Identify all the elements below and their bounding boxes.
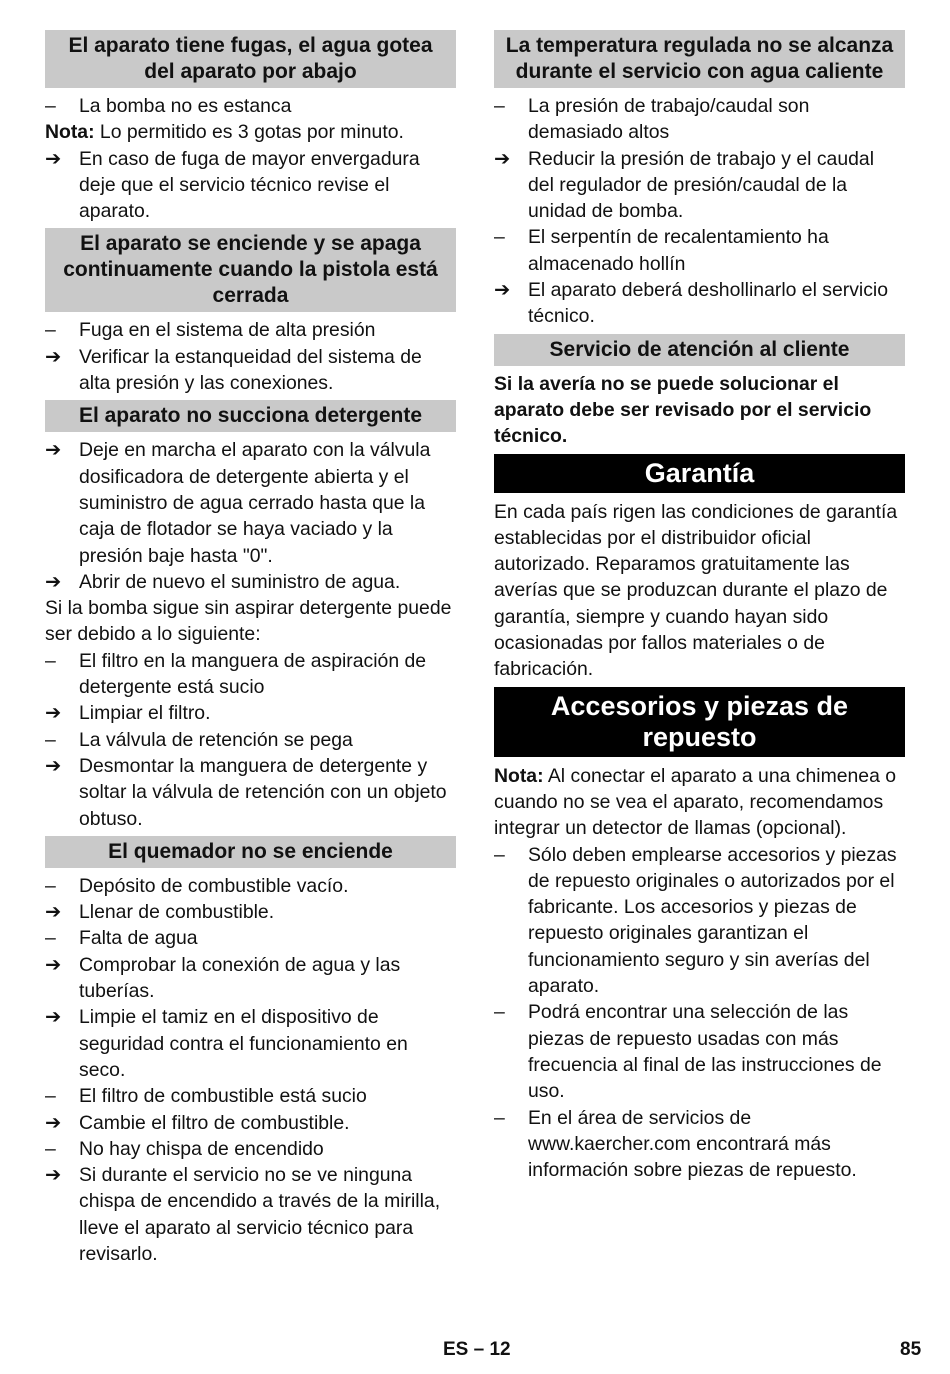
arrow-icon: ➔ xyxy=(45,570,62,593)
cause-item: – La bomba no es estanca xyxy=(45,95,292,117)
remedy-item: ➔ Limpie el tamiz en el dispositivo de seguridad contra el funcionamiento en seco. xyxy=(45,1004,456,1083)
remedy-item: ➔ Llenar de combustible. xyxy=(45,899,456,925)
cause-item: – No hay chispa de encendido xyxy=(45,1137,324,1160)
remedy-item: ➔ Limpiar el filtro. xyxy=(45,700,456,726)
cause-item: – Fuga en el sistema de alta presión xyxy=(45,319,376,342)
arrow-icon: ➔ xyxy=(45,702,62,725)
remedy-item: ➔ Cambie el filtro de combustible. xyxy=(45,1110,456,1136)
list-item: – En el área de servicios de www.kaercher.com encontrará más información sobre piezas de repuesto. xyxy=(494,1106,857,1182)
arrow-icon: ➔ xyxy=(494,279,511,302)
remedy-item: ➔ Desmontar la manguera de detergente y soltar la válvula de retención con un objeto obtuso. xyxy=(45,753,456,832)
arrow-icon: ➔ xyxy=(494,147,511,170)
arrow-icon: ➔ xyxy=(45,901,62,924)
arrow-icon: ➔ xyxy=(45,1164,62,1187)
section-title-warranty: Garantía xyxy=(494,454,905,493)
cause-item: – La válvula de retención se pega xyxy=(45,728,353,751)
section-title-detergent: El aparato no succiona detergente xyxy=(45,400,456,432)
section-title-temperature: La temperatura regulada no se alcanza durante el servicio con agua caliente xyxy=(494,30,905,88)
footer-section-label: ES – 12 xyxy=(443,1339,511,1360)
list-item: – Sólo deben emplearse accesorios y piezas de repuesto originales o autorizados por el fabricante. Los accesorios y piezas de repuesto originales garantizan el funcionamiento seguro y sin averías del aparato. xyxy=(494,843,897,998)
arrow-icon: ➔ xyxy=(45,345,62,368)
note: Nota: Lo permitido es 3 gotas por minuto. xyxy=(45,121,404,144)
note: Nota: Al conectar el aparato a una chimenea o cuando no se vea el aparato, recomendamos integrar un detector de llamas (opcional). xyxy=(494,764,897,840)
cause-item: – El filtro en la manguera de aspiración de detergente está sucio xyxy=(45,649,427,699)
arrow-icon: ➔ xyxy=(45,147,62,170)
section-title-cycling: El aparato se enciende y se apaga continuamente cuando la pistola está cerrada xyxy=(45,228,456,312)
cause-item: – La presión de trabajo/caudal son demasiado altos xyxy=(494,95,810,144)
remedy-item: ➔ Abrir de nuevo el suministro de agua. xyxy=(45,569,456,595)
arrow-icon: ➔ xyxy=(45,754,62,777)
list-item: – Podrá encontrar una selección de las piezas de repuesto usadas con más frecuencia al final de las instrucciones de uso. xyxy=(494,1001,882,1103)
warranty-text: En cada país rigen las condiciones de garantía establecidas por el distribuidor oficial autorizado. Reparamos gratuitamente las averías que se produzcan durante el plazo de garantía, siempre y cuando hayan sido ocasionadas por fallos materiales o de fabricación. xyxy=(494,500,898,681)
remedy-item: ➔ Comprobar la conexión de agua y las tuberías. xyxy=(45,952,456,1005)
service-notice: Si la avería no se puede solucionar el aparato debe ser revisado por el servicio técnico. xyxy=(494,372,872,448)
remedy-item: ➔ En caso de fuga de mayor envergadura deje que el servicio técnico revise el aparato. xyxy=(45,146,456,225)
arrow-icon: ➔ xyxy=(45,1111,62,1134)
section-title-accessories: Accesorios y piezas de repuesto xyxy=(494,687,905,757)
section-title-leaks: El aparato tiene fugas, el agua gotea del aparato por abajo xyxy=(45,30,456,88)
right-column xyxy=(494,30,905,1183)
arrow-icon: ➔ xyxy=(45,1006,62,1029)
page-number: 85 xyxy=(900,1339,922,1360)
paragraph: Si la bomba sigue sin aspirar detergente puede ser debido a lo siguiente: xyxy=(45,597,452,646)
remedy-item: ➔ Deje en marcha el aparato con la válvula dosificadora de detergente abierta y el suministro de agua cerrado hasta que la caja de flotador se haya vaciado y la presión baje hasta "0". xyxy=(45,437,456,568)
section-title-burner: El quemador no se enciende xyxy=(45,836,456,868)
remedy-item: ➔ Reducir la presión de trabajo y el caudal del regulador de presión/caudal de la unidad de bomba. xyxy=(494,146,905,225)
section-title-customer-service: Servicio de atención al cliente xyxy=(494,334,905,366)
remedy-item: ➔ El aparato deberá deshollinarlo el servicio técnico. xyxy=(494,277,905,330)
cause-item: – El serpentín de recalentamiento ha almacenado hollín xyxy=(494,226,829,275)
cause-item: – Depósito de combustible vacío. xyxy=(45,874,349,897)
cause-item: – El filtro de combustible está sucio xyxy=(45,1085,367,1108)
arrow-icon: ➔ xyxy=(45,953,62,976)
remedy-item: ➔ Verificar la estanqueidad del sistema de alta presión y las conexiones. xyxy=(45,344,456,397)
left-column xyxy=(45,30,456,1267)
arrow-icon: ➔ xyxy=(45,439,62,462)
cause-item: – Falta de agua xyxy=(45,927,198,950)
remedy-item: ➔ Si durante el servicio no se ve ninguna chispa de encendido a través de la mirilla, lleve el aparato al servicio técnico para revisarlo. xyxy=(45,1162,456,1267)
